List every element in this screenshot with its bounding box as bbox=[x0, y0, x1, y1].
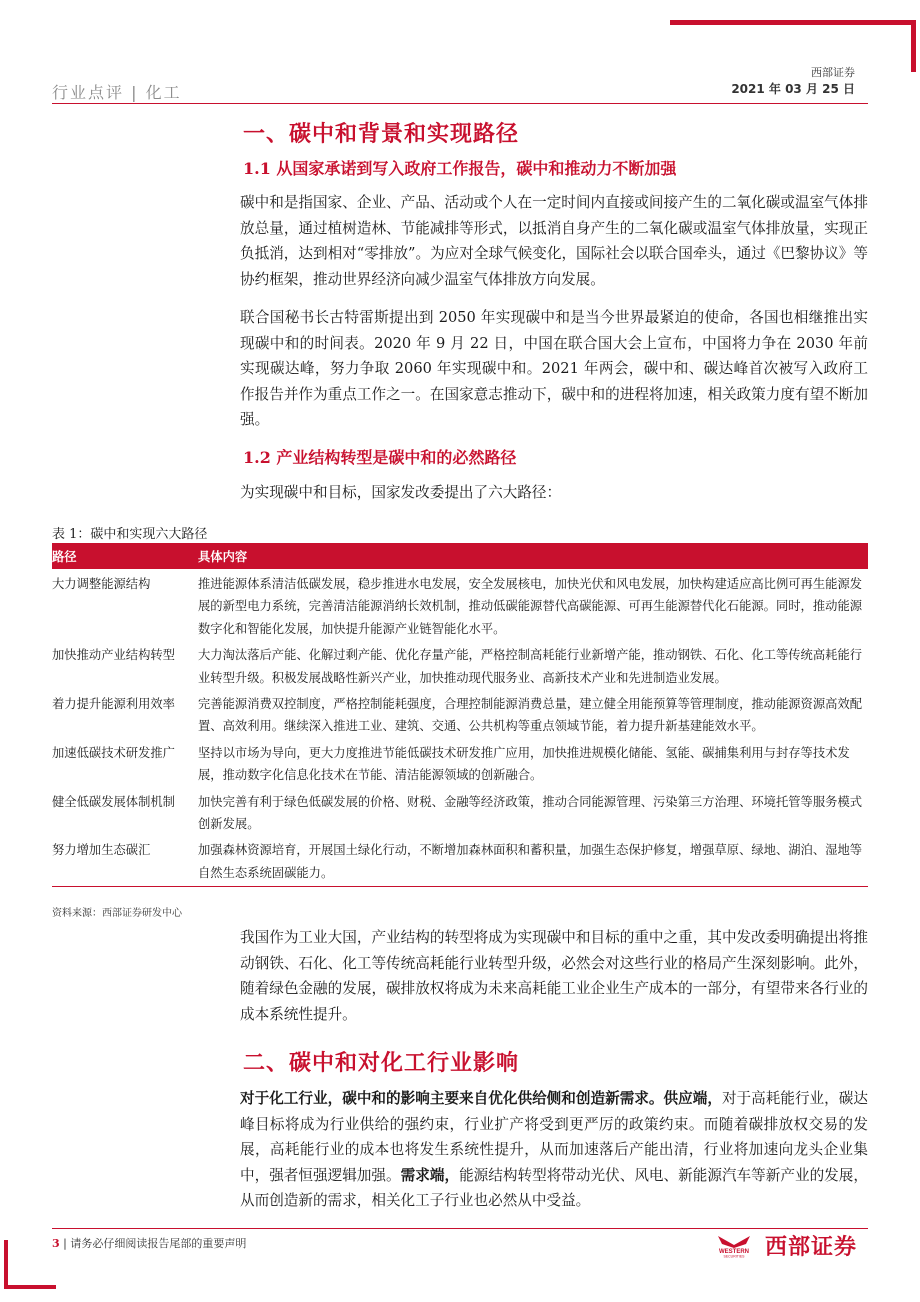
table-row bbox=[52, 835, 868, 886]
table-row bbox=[52, 787, 868, 836]
logo-company-name: 西部证券 bbox=[765, 1235, 858, 1260]
paragraph-industrial-transformation: 我国作为工业大国，产业结构的转型将成为实现碳中和目标的重中之重，其中发改委明确提出将推动钢铁、石化、化工等传统高耗能行业转型升级，必然会对这些行业的格局产生深刻影响。此外，随着绿色金融的发展，碳排放权将成为未来高耗能工业企业生产成本的一部分，有望带来各行业的成本系统性提升。 bbox=[240, 929, 868, 1023]
corner-accent-bottom-left-vertical bbox=[4, 1240, 8, 1289]
western-securities-logo-icon bbox=[708, 1234, 760, 1258]
section1-title: 一、碳中和背景和实现路径 bbox=[243, 121, 520, 147]
lead-bold-text: 对于化工行业，碳中和的影响主要来自优化供给侧和创造新需求。 bbox=[240, 1090, 664, 1107]
header-date: 2021 年 03 月 25 日 bbox=[731, 82, 855, 96]
paragraph-carbon-neutral-definition: 碳中和是指国家、企业、产品、活动或个人在一定时间内直接或间接产生的二氧化碳或温室气体排放总量，通过植树造林、节能减排等形式，以抵消自身产生的二氧化碳或温室气体排放量，实现正负抵消，达到相对“零排放”。为应对全球气候变化，国际社会以联合国牵头，通过《巴黎协议》等协约框架，推动世界经济向减少温室气体排放方向发展。 bbox=[240, 194, 868, 288]
table-source: 资料来源：西部证券研发中心 bbox=[52, 908, 182, 919]
paragraph-chemical-impact bbox=[240, 1086, 868, 1214]
header-company: 西部证券 bbox=[811, 66, 855, 79]
demand-text: 能源结构转型将带动光伏、风电、新能源汽车等新产业的发展，从而创造新的需求，相关化工子行业也必然从中受益。 bbox=[240, 1166, 868, 1210]
supply-label: 供应端， bbox=[663, 1090, 722, 1107]
table-cell-path: 大力调整能源结构 bbox=[52, 577, 151, 591]
table-cell-content: 坚持以市场为导向，更大力度推进节能低碳技术研发推广应用，加快推进规模化储能、氢能、碳捕集利用与封存等技术发展，推动数字化信息化技术在节能、清洁能源领域的创新融合。 bbox=[198, 745, 850, 783]
section1-sub1-title: 1.1 从国家承诺到写入政府工作报告，碳中和推动力不断加强 bbox=[243, 159, 677, 178]
demand-label: 需求端， bbox=[400, 1166, 460, 1184]
section2-title: 二、碳中和对化工行业影响 bbox=[243, 1050, 520, 1076]
footer-disclaimer: 请务必仔细阅读报告尾部的重要声明 bbox=[70, 1237, 247, 1250]
table-cell-content: 完善能源消费双控制度，严格控制能耗强度，合理控制能源消费总量，建立健全用能预算等管理制度，推动能源资源高效配置、高效利用。继续深入推进工业、建筑、交通、公共机构等重点领域节能，着力提升新基建能效水平。 bbox=[198, 697, 863, 734]
table-header-path: 路径 bbox=[52, 543, 198, 569]
table-cell-content: 加强森林资源培育，开展国土绿化行动，不断增加森林面积和蓄积量，加强生态保护修复，增强草原、绿地、湖泊、湿地等自然生态系统固碳能力。 bbox=[198, 835, 868, 886]
paragraph-carbon-neutral-timeline: 联合国秘书长古特雷斯提出到 2050 年实现碳中和是当今世界最紧迫的使命，各国也相继推出实现碳中和的时间表。2020 年 9 月 22 日，中国在联合国大会上宣布，中国将力争在 2030 年前实现碳达峰，努力争取 2060 年实现碳中和。2021 年两会，碳中和、碳达峰首次被写入政府工作报告并作为重点工作之一。在国家意志推动下，碳中和的进程将加速，相关政策力度有望不断加强。 bbox=[240, 309, 868, 429]
table-row bbox=[52, 640, 868, 689]
supply-text: 对于高耗能行业，碳达峰目标将成为行业供给的强约束，行业扩产将受到更严厉的政策约束。而随着碳排放权交易的发展，高耗能行业的成本也将发生系统性提升，从而加速落后产能出清，行业将加速向龙头企业集中，强者恒强逻辑加强。 bbox=[240, 1090, 868, 1184]
footer-separator: | bbox=[63, 1237, 71, 1250]
corner-accent-bottom-left bbox=[4, 1285, 56, 1289]
footer-divider bbox=[52, 1228, 868, 1229]
table-cell-content: 推进能源体系清洁低碳发展，稳步推进水电发展，安全发展核电，加快光伏和风电发展，加快构建适应高比例可再生能源发展的新型电力系统，完善清洁能源消纳长效机制，推动低碳能源替代高碳能源、可再生能源替代化石能源。同时，推动能源数字化和智能化发展，加快提升能源产业链智能化水平。 bbox=[198, 577, 863, 636]
footer-disclaimer-line bbox=[52, 1235, 246, 1251]
table-cell-content: 加快完善有利于绿色低碳发展的价格、财税、金融等经济政策，推动合同能源管理、污染第三方治理、环境托管等服务模式创新发展。 bbox=[198, 794, 863, 832]
table-row bbox=[52, 569, 868, 640]
table-cell-path: 着力提升能源利用效率 bbox=[52, 697, 175, 712]
table-cell-path: 健全低碳发展体制机制 bbox=[52, 794, 175, 809]
table-cell-path: 加速低碳技术研发推广 bbox=[52, 745, 175, 760]
table-row bbox=[52, 689, 868, 738]
page-number: 3 bbox=[52, 1237, 60, 1250]
table-cell-path: 努力增加生态碳汇 bbox=[52, 835, 198, 886]
header-divider bbox=[52, 103, 868, 104]
paragraph-six-paths-intro: 为实现碳中和目标，国家发改委提出了六大路径： bbox=[240, 484, 562, 501]
table-header-content: 具体内容 bbox=[198, 543, 868, 569]
table-cell-path: 加快推动产业结构转型 bbox=[52, 648, 175, 663]
header-section-tag: 行业点评 | 化工 bbox=[52, 83, 182, 102]
table-caption: 表 1：碳中和实现六大路径 bbox=[52, 527, 208, 542]
logo-securities-word: SECURITIES bbox=[723, 1254, 745, 1258]
six-paths-table bbox=[52, 543, 868, 887]
section1-sub2-title: 1.2 产业结构转型是碳中和的必然路径 bbox=[243, 448, 517, 467]
corner-accent-top-right bbox=[670, 20, 916, 25]
table-header-row bbox=[52, 543, 868, 569]
table-cell-content: 大力淘汰落后产能、化解过剩产能、优化存量产能，严格控制高耗能行业新增产能，推动钢铁、石化、化工等传统高耗能行业转型升级。积极发展战略性新兴产业，加快推动现代服务业、高新技术产业和先进制造业发展。 bbox=[198, 648, 863, 685]
logo-western-word: WESTERN bbox=[719, 1249, 749, 1255]
corner-accent-top-right-vertical bbox=[911, 20, 916, 72]
table-row bbox=[52, 738, 868, 787]
